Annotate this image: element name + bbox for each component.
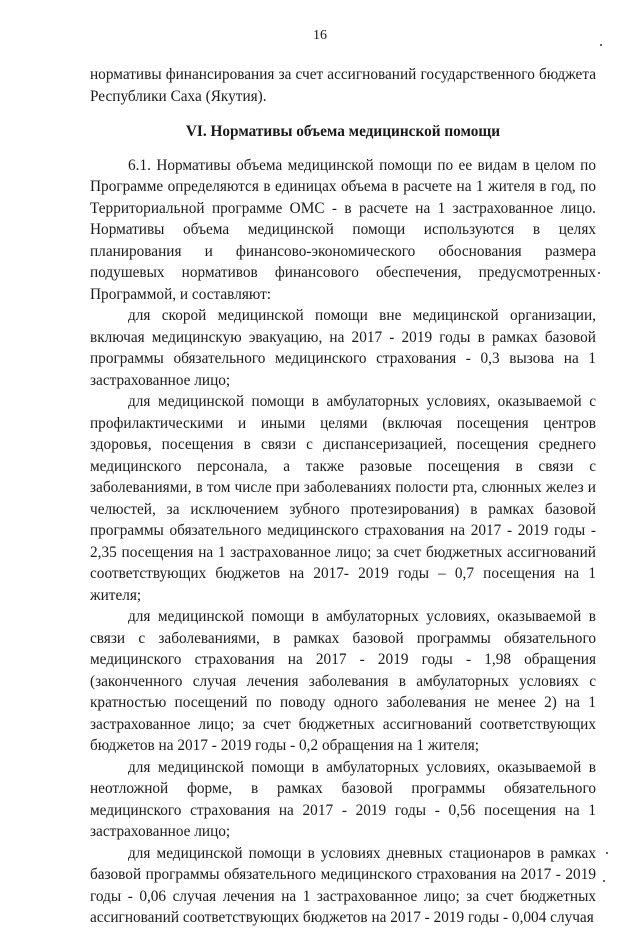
paragraph: для медицинской помощи в амбулаторных условиях, оказываемой с профилактическими и иными целями (включая посещения центров здоровья, посещения в связи с диспансеризацией, посещения среднего медицинского персонала, а также разовые посещения в связи с заболеваниями, в том числе при заболеваниях полости рта, слюнных желез и челюстей, за исключением зубного протезирования) в рамках базовой программы обязательного медицинского страхования на 2017 - 2019 годы - 2,35 посещения на 1 застрахованное лицо; за счет бюджетных ассигнований соответствующих бюджетов на 2017- 2019 годы – 0,7 посещения на 1 жителя; [90, 393, 596, 604]
scan-speck [603, 880, 605, 882]
document-body [90, 64, 596, 929]
paragraph: для медицинской помощи в условиях дневных стационаров в рамках базовой программы обязательного медицинского страхования на 2017 - 2019 годы - 0,06 случая лечения на 1 застрахованное лицо; за счет бюджетных ассигнований соответствующих бюджетов на 2017 - 2019 годы - 0,004 случая [90, 844, 596, 926]
scan-speck [598, 272, 600, 274]
paragraph: 6.1. Нормативы объема медицинской помощи по ее видам в целом по Программе определяются в единицах объема в расчете на 1 жителя в год, по Территориальной программе ОМС - в расчете на 1 застрахованное лицо. Нормативы объема медицинской помощи используются в целях планирования и финансово-экономического обоснования размера подушевых нормативов финансового обеспечения, предусмотренных Программой, и составляют: [90, 156, 596, 303]
paragraph: для скорой медицинской помощи вне медицинской организации, включая медицинскую эвакуацию, на 2017 - 2019 годы в рамках базовой программы обязательного медицинского страхования - 0,3 вызова на 1 застрахованное лицо; [90, 307, 596, 389]
paragraph: для медицинской помощи в амбулаторных условиях, оказываемой в неотложной форме, в рамках базовой программы обязательного медицинского страхования на 2017 - 2019 годы - 0,56 посещения на 1 застрахованное лицо; [90, 758, 596, 840]
section-heading: VI. Нормативы объема медицинской помощи [185, 123, 501, 140]
scan-speck [606, 852, 608, 854]
scan-speck [600, 44, 602, 46]
paragraph: для медицинской помощи в амбулаторных условиях, оказываемой в связи с заболеваниями, в рамках базовой программы обязательного медицинского страхования на 2017 - 2019 годы - 1,98 обращения (законченного случая лечения заболевания в амбулаторных условиях с кратностью посещений по поводу одного заболевания не менее 2) на 1 застрахованное лицо; за счет бюджетных ассигнований соответствующих бюджетов на 2017 - 2019 годы - 0,2 обращения на 1 жителя; [90, 608, 596, 754]
intro-paragraph: нормативы финансирования за счет ассигнований государственного бюджета Республики Саха (Якутия). [90, 66, 596, 105]
page-number: 16 [313, 28, 327, 43]
